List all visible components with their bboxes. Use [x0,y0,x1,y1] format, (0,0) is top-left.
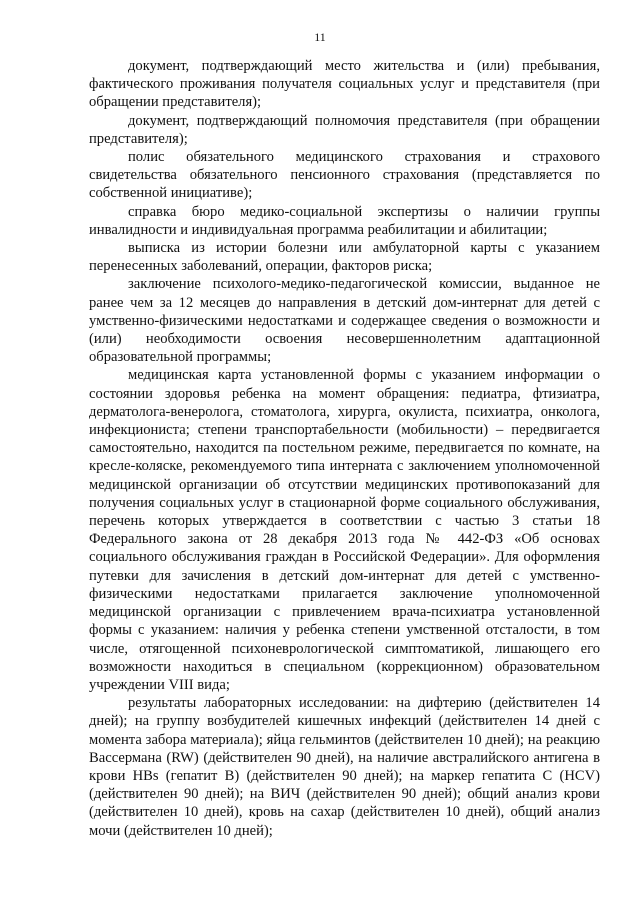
paragraph-medical-card: медицинская карта установленной формы с указанием информации о состоянии здоровья ребенка на момент обращения: педиатра, фтизиатра, дерматолога-венеролога, стоматолога, хирурга, окулиста, психиатра, онколога, инфекциониста; степени транспортабельности (мобильности) – передвигается самостоятельно, находится па постельном режиме, передвигается по комнате, на кресле-коляске, рекомендуемого типа интерната с заключением уполномоченной медицинской организации об отсутствии медицинских противопоказаний для получения социальных услуг в стационарной форме социального обслуживания, перечень которых утверждается в соответствии с частью 3 статьи 18 Федерального закона от 28 декабря 2013 года № 442-ФЗ «Об основах социального обслуживания граждан в Российской Федерации». Для оформления путевки для зачисления в детский дом-интернат для детей с умственно-физическими недостатками прилагается заключение уполномоченной медицинской организации с привлечением врача-психиатра установленной формы с указанием: наличия у ребенка степени умственной отсталости, в том числе, отягощенной психоневрологической симптоматикой, лишающего его возможности находиться в специальном (коррекционном) образовательном учреждении VIII вида; [89,367,600,693]
paragraph-representative-authority: документ, подтверждающий полномочия представителя (при обращении представителя); [89,112,600,147]
paragraph-disability-certificate: справка бюро медико-социальной экспертизы о наличии группы инвалидности и индивидуальная программа реабилитации и абилитации; [89,203,600,238]
document-body [89,57,600,840]
paragraph-pmpk-conclusion: заключение психолого-медико-педагогической комиссии, выданное не ранее чем за 12 месяцев до направления в детский дом-интернат для детей с умственно-физическими недостатками и содержащее сведения о возможности и (или) необходимости освоения несовершеннолетним адаптационной образовательной программы; [89,276,600,366]
paragraph-lab-results: результаты лабораторных исследовании: на дифтерию (действителен 14 дней); на группу возбудителей кишечных инфекций (действителен 14 дней с момента забора материала); яйца гельминтов (действителен 10 дней); на реакцию Вассермана (RW) (действителен 90 дней), на наличие австралийского антигена в крови HBs (гепатит В) (действителен 90 дней); на маркер гепатита С (HCV) (действителен 90 дней); на ВИЧ (действителен 90 дней); общий анализ крови (действителен 10 дней), кровь на сахар (действителен 10 дней), общий анализ мочи (действителен 10 дней); [89,695,600,839]
paragraph-medical-history-extract: выписка из истории болезни или амбулаторной карты с указанием перенесенных заболеваний, операции, факторов риска; [89,240,600,275]
paragraph-residence-document: документ, подтверждающий место жительства и (или) пребывания, фактического проживания получателя социальных услуг и представителя (при обращении представителя); [89,58,600,111]
paragraph-insurance-policy: полис обязательного медицинского страхования и страхового свидетельства обязательного пенсионного страхования (представляется по собственной инициативе); [89,149,600,202]
page-number: 11 [314,30,326,44]
